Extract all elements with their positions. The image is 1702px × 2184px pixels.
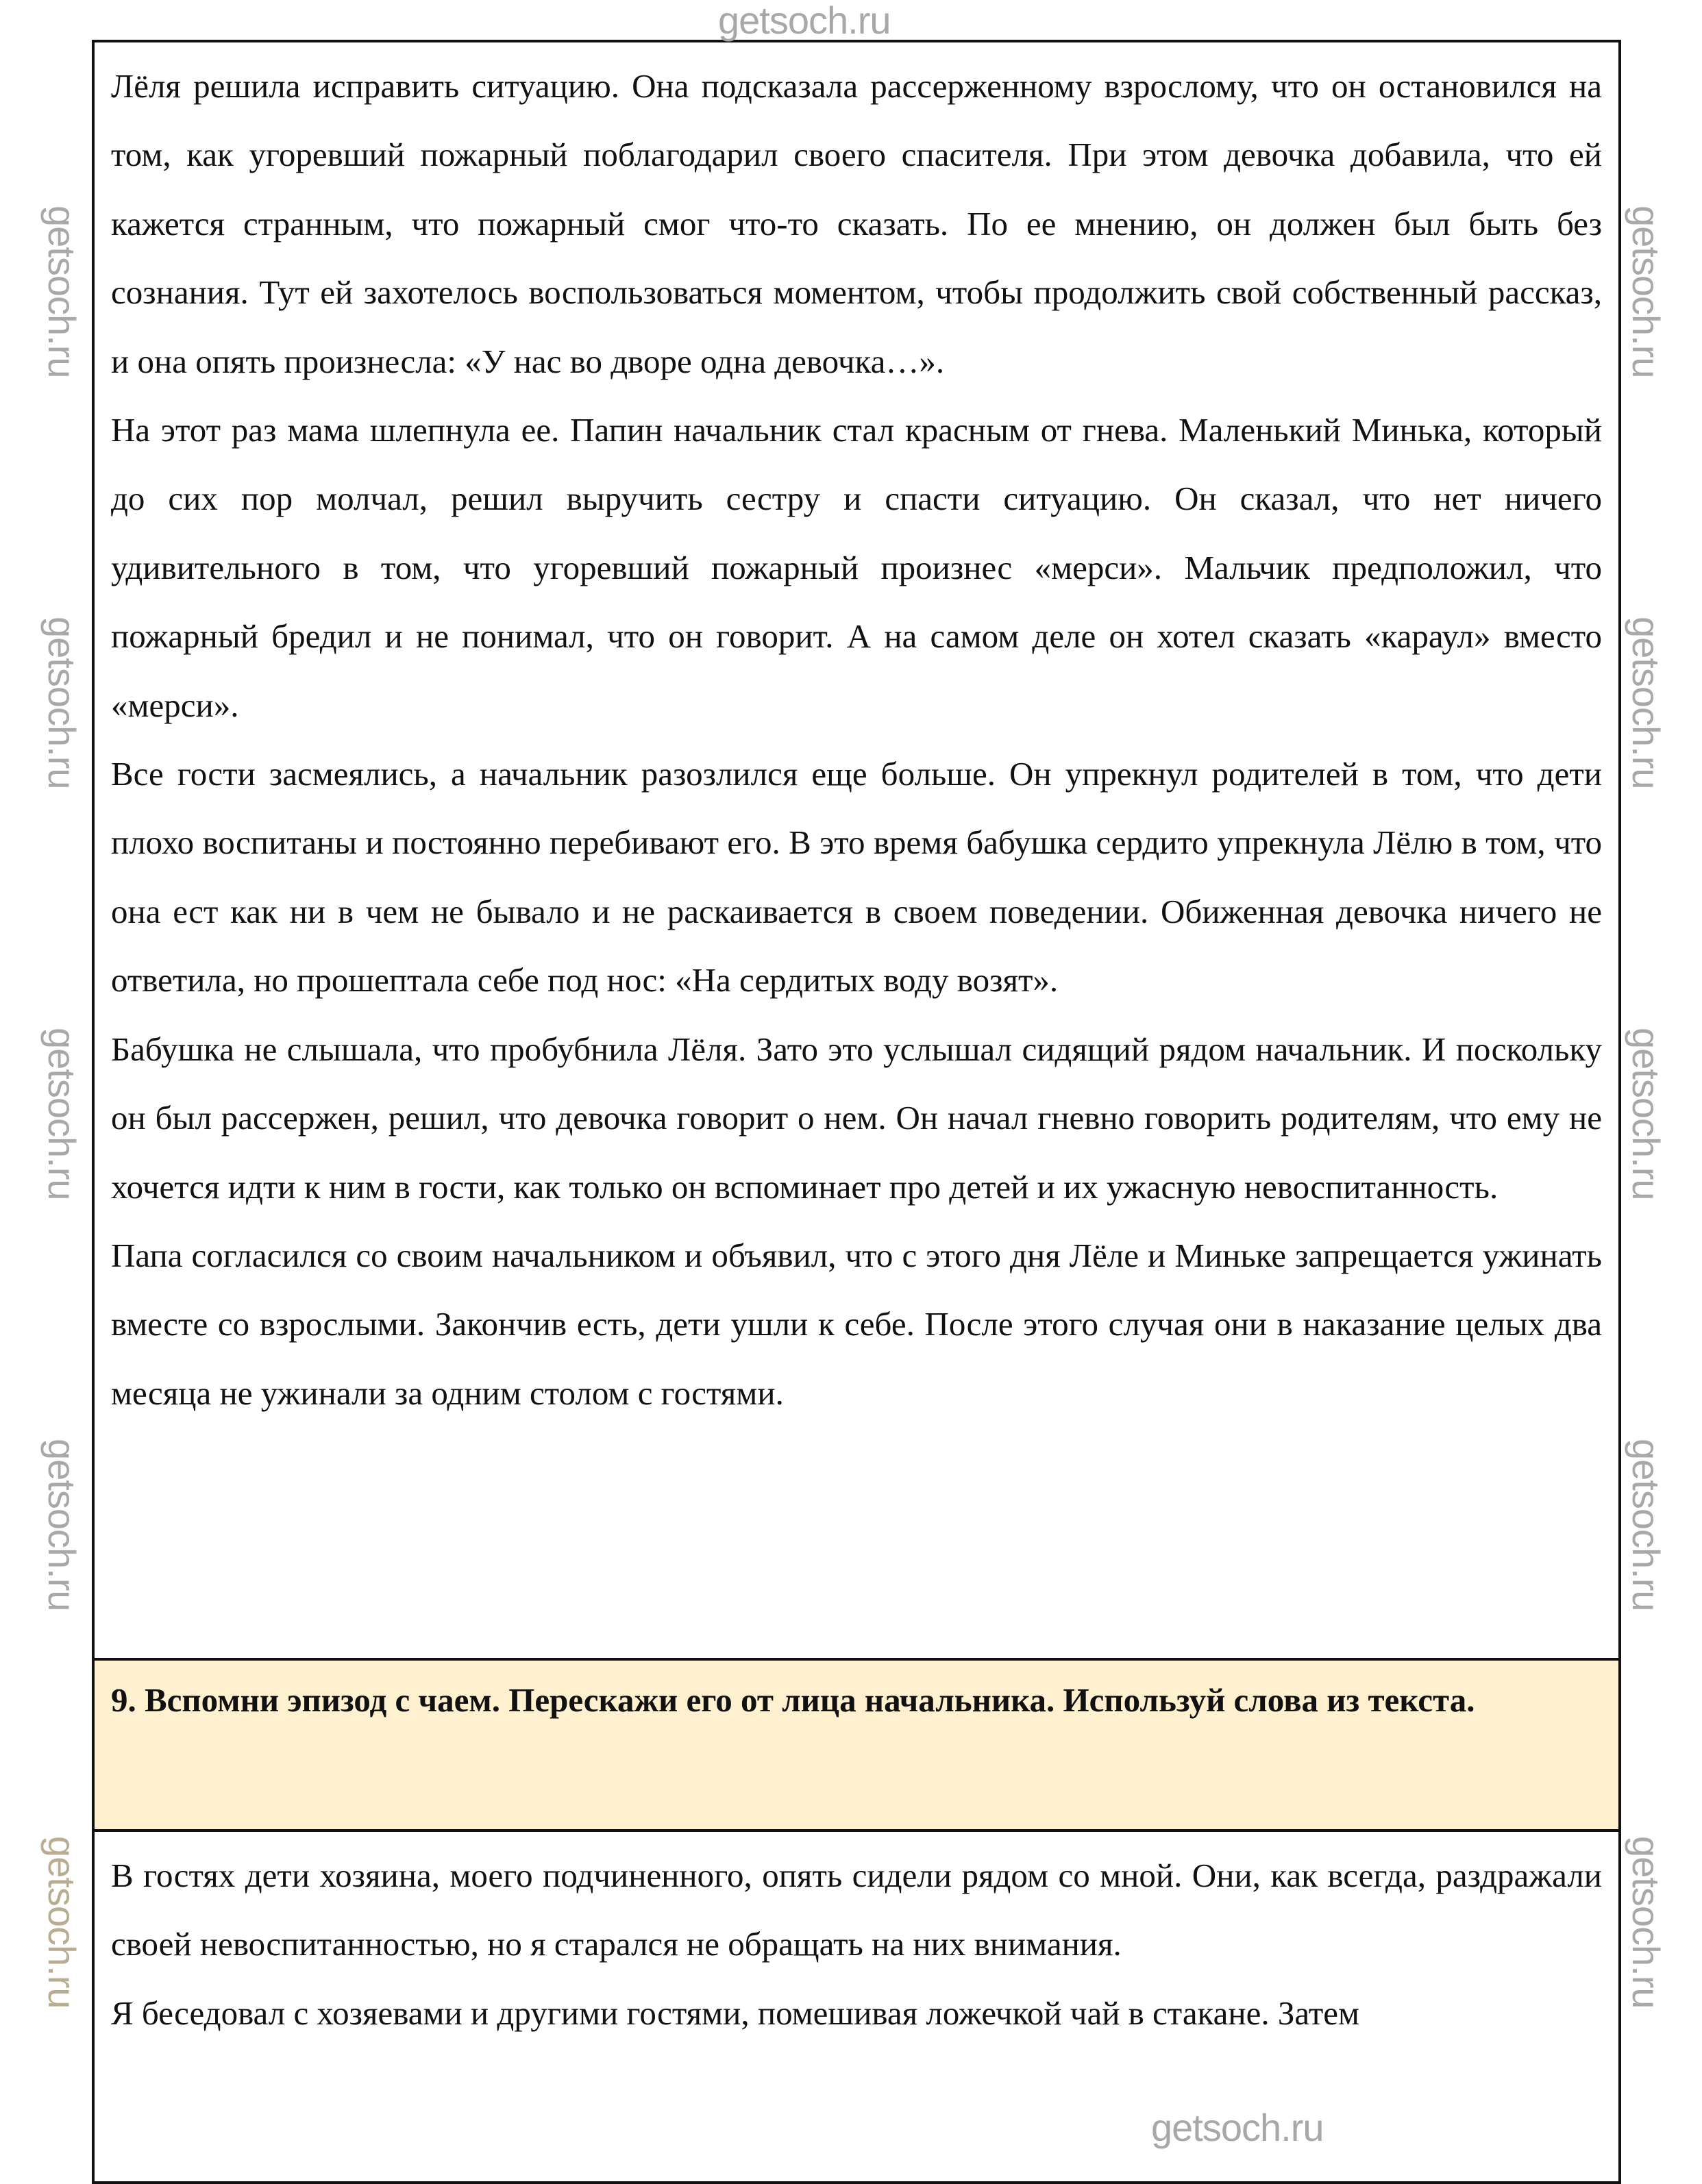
paragraph: Папа согласился со своим начальником и объявил, что с этого дня Лёле и Миньке запрещается ужинать вместе со взрослыми. Закончив есть, дети ушли к себе. После этого случая они в наказание целых два месяца не ужинали за одним столом с гостями.: [111, 1236, 1602, 1412]
paragraph: На этот раз мама шлепнула ее. Папин начальник стал красным от гнева. Маленький Минька, который до сих пор молчал, решил выручить сестру и спасти ситуацию. Он сказал, что нет ничего удивительного в том, что угоревший пожарный произнес «мерси». Мальчик предположил, что пожарный бредил и не понимал, что он говорит. А на самом деле он хотел сказать «караул» вместо «мерси».: [111, 411, 1602, 724]
watermark: getsoch.ru: [40, 206, 84, 378]
answer-cell-1: [92, 40, 1621, 1658]
watermark: getsoch.ru: [40, 1439, 84, 1611]
paragraph: Я беседовал с хозяевами и другими гостями, помешивая ложечкой чай в стакане. Затем: [111, 1994, 1360, 2032]
watermark: getsoch.ru: [1625, 206, 1668, 378]
question-cell: [92, 1658, 1621, 1829]
paragraph: Бабушка не слышала, что пробубнила Лёля. Зато это услышал сидящий рядом начальник. И поскольку он был рассержен, решил, что девочка говорит о нем. Он начал гневно говорить родителям, что ему не хочется идти к ним в гости, как только он вспоминает про детей и их ужасную невоспитанность.: [111, 1030, 1602, 1206]
paragraph: В гостях дети хозяина, моего подчиненного, опять сидели рядом со мной. Они, как всегда, раздражали своей невоспитанностью, но я старался не обращать на них внимания.: [111, 1857, 1602, 1963]
watermark: getsoch.ru: [1625, 1028, 1668, 1200]
watermark: getsoch.ru: [1625, 1836, 1668, 2009]
watermark: getsoch.ru: [1625, 1439, 1668, 1611]
paragraph: Все гости засмеялись, а начальник разозлился еще больше. Он упрекнул родителей в том, что дети плохо воспитаны и постоянно перебивают его. В это время бабушка сердито упрекнула Лёлю в том, что она ест как ни в чем не бывало и не раскаивается в своем поведении. Обиженная девочка ничего не ответила, но прошептала себе под нос: «На сердитых воду возят».: [111, 755, 1602, 1000]
watermark: getsoch.ru: [1625, 617, 1668, 789]
paragraph: Лёля решила исправить ситуацию. Она подсказала рассерженному взрослому, что он остановился на том, как угоревший пожарный поблагодарил своего спасителя. При этом девочка добавила, что ей кажется странным, что пожарный смог что-то сказать. По ее мнению, он должен был быть без сознания. Тут ей захотелось воспользоваться моментом, чтобы продолжить свой собственный рассказ, и она опять произнесла: «У нас во дворе одна девочка…».: [111, 67, 1602, 380]
watermark: getsoch.ru: [1151, 2106, 1324, 2149]
question-text: 9. Вспомни эпизод с чаем. Перескажи его от лица начальника. Используй слова из текста.: [111, 1681, 1475, 1719]
watermark: getsoch.ru: [40, 1836, 84, 2009]
answer-cell-2: [92, 1829, 1621, 2184]
watermark: getsoch.ru: [40, 1028, 84, 1200]
watermark: getsoch.ru: [718, 0, 891, 42]
watermark: getsoch.ru: [40, 617, 84, 789]
document-table: [92, 40, 1621, 2184]
